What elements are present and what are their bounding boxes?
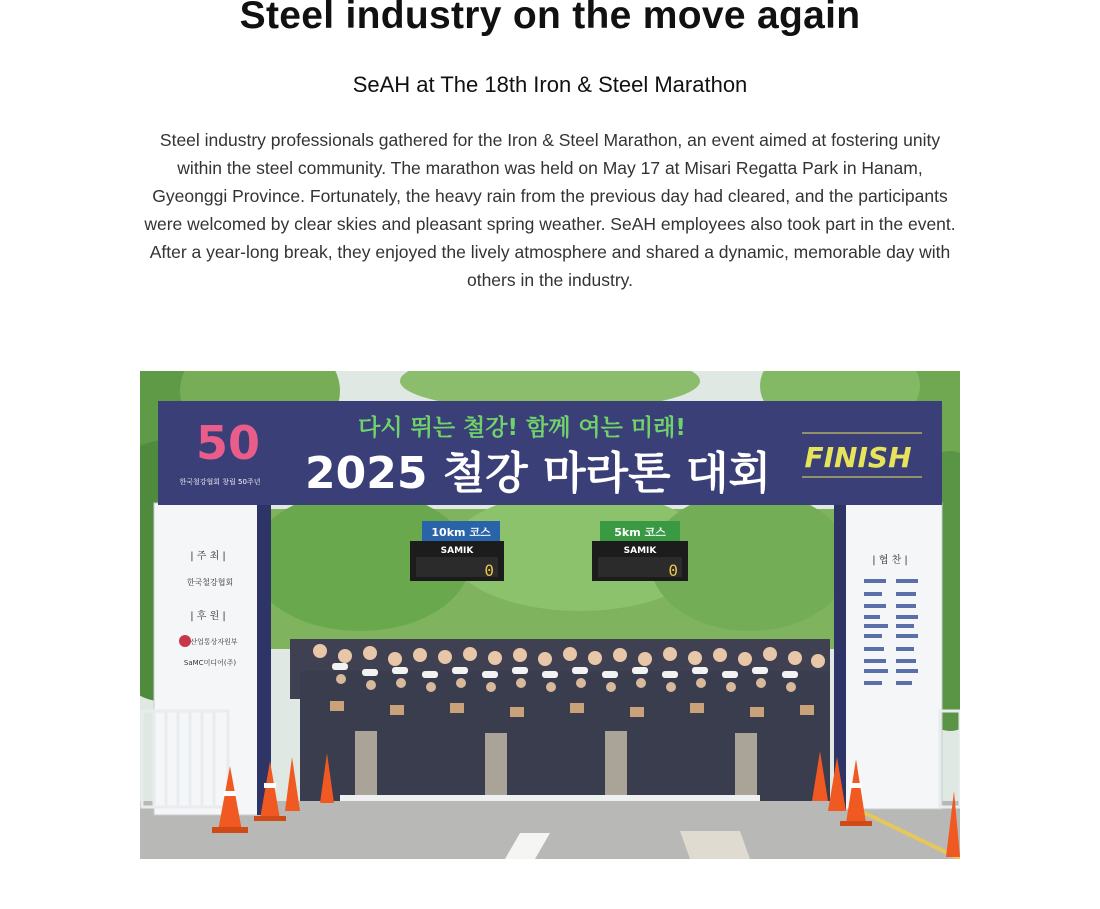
clock-5km-course: 5km 코스 <box>614 526 666 539</box>
banner-slogan: 다시 뛰는 철강! 함께 여는 미래! <box>358 415 686 441</box>
sponsor-heading: | 후 원 | <box>190 611 226 622</box>
clock-10km <box>410 521 504 581</box>
banner-title: 2025 철강 마라톤 대회 <box>305 448 771 499</box>
sponsor-ministry: 산업통상자원부 <box>190 638 238 646</box>
anniversary-caption: 한국철강협회 창립 50주년 <box>179 478 261 486</box>
article-body: Steel industry professionals gathered for the Iron & Steel Marathon, an event aimed at fostering unity within the steel community. The marathon was held on May 17 at Misari Regatta Park in Hanam, Gyeonggi Province. Fortunately, the heavy rain from the previous day had cleared, and the participants were welcomed by clear skies and pleasant spring weather. SeAH employees also took part in the event. After a year-long break, they enjoyed the lively atmosphere and shared a dynamic, memorable day with others in the industry. <box>144 130 956 290</box>
article-subtitle: SeAH at The 18th Iron & Steel Marathon <box>352 72 748 97</box>
cosponsor-heading: | 협 찬 | <box>872 555 908 566</box>
marathon-group-photo <box>140 371 960 859</box>
runners-crowd <box>290 639 830 801</box>
host-heading: | 주 최 | <box>190 551 226 562</box>
clock-10km-brand: SAMIK <box>440 546 474 556</box>
host-name: 한국철강협회 <box>186 578 234 587</box>
anniversary-logo-50: 50 <box>196 416 261 470</box>
clock-5km-digits: 0 <box>668 561 678 580</box>
banner-finish-label: FINISH <box>804 441 912 474</box>
clock-10km-course: 10km 코스 <box>431 526 491 539</box>
clock-5km <box>592 521 688 581</box>
article-title: Steel industry on the move again <box>239 0 861 37</box>
clock-5km-brand: SAMIK <box>623 546 657 556</box>
sponsor-media: SaMC미디어(주) <box>183 659 237 667</box>
clock-10km-digits: 0 <box>484 561 494 580</box>
